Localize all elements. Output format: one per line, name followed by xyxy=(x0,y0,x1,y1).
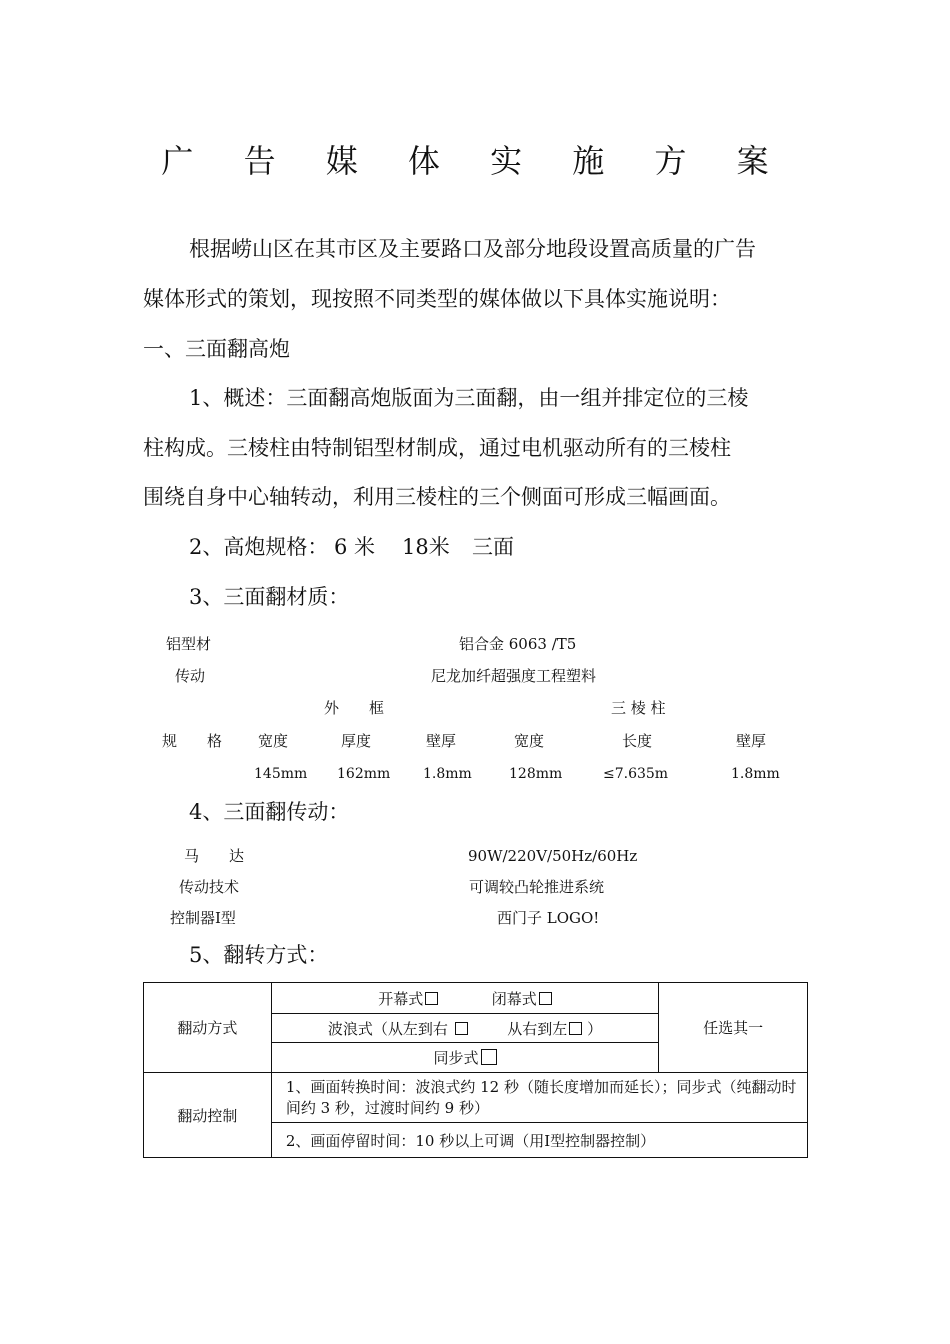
spec-value: 1.8mm xyxy=(423,766,472,782)
control-label: 翻动控制 xyxy=(177,1106,238,1125)
control-text-2: 2、画面停留时间：10 秒以上可调（用Ⅰ型控制器控制） xyxy=(285,1131,656,1150)
mode-label: 翻动方式 xyxy=(177,1019,238,1037)
flip-options-table xyxy=(143,982,808,1158)
intro-line-1: 根据崂山区在其市区及主要路口及部分地段设置高质量的广告 xyxy=(189,237,756,261)
section-heading: 一、三面翻高炮 xyxy=(143,337,290,361)
drive-row2-value: 可调较凸轮推进系统 xyxy=(469,878,605,896)
drive-heading: 4、三面翻传动： xyxy=(189,800,350,824)
wave-close-paren: ） xyxy=(587,1019,603,1038)
group-outer-frame: 外 框 xyxy=(324,699,385,717)
material-heading: 3、三面翻材质： xyxy=(189,585,350,609)
spec-width: 18米 xyxy=(402,535,450,559)
spec-label: 2、高炮规格： xyxy=(189,535,329,559)
close-checkbox[interactable] xyxy=(539,992,552,1005)
drive-row1-value: 90W/220V/50Hz/60Hz xyxy=(468,847,638,865)
wave-cell xyxy=(271,1014,658,1043)
spec-header: 宽度 xyxy=(514,732,545,750)
overview-line-2: 柱构成。三棱柱由特制铝型材制成，通过电机驱动所有的三棱柱 xyxy=(143,436,731,460)
sync-option-label: 同步式 xyxy=(433,1049,479,1067)
sync-cell xyxy=(271,1043,658,1073)
control-item-1 xyxy=(271,1073,807,1123)
spec-value: 162mm xyxy=(337,766,391,782)
spec-header: 长度 xyxy=(622,732,653,750)
drive-row3-value: 西门子 LOGO! xyxy=(497,909,600,927)
sync-checkbox[interactable] xyxy=(481,1049,497,1065)
spec-value: 1.8mm xyxy=(731,766,780,782)
drive-row3-label: 控制器Ⅰ型 xyxy=(170,909,236,927)
mode-label-cell xyxy=(144,983,272,1073)
spec-header: 壁厚 xyxy=(736,732,767,750)
drive-row1-label: 马 达 xyxy=(184,847,245,865)
material-row2-value: 尼龙加纤超强度工程塑料 xyxy=(431,667,597,685)
wave-left-right-checkbox[interactable] xyxy=(455,1022,468,1035)
choose-cell xyxy=(659,983,808,1073)
drive-row2-label: 传动技术 xyxy=(179,878,240,896)
spec-faces: 三面 xyxy=(472,535,514,559)
spec-header: 壁厚 xyxy=(426,732,457,750)
spec-header: 宽度 xyxy=(258,732,289,750)
open-close-cell xyxy=(271,983,658,1014)
overview-line-1: 1、概述：三面翻高炮版面为三面翻，由一组并排定位的三棱 xyxy=(189,386,749,410)
intro-line-2: 媒体形式的策划，现按照不同类型的媒体做以下具体实施说明： xyxy=(143,287,731,311)
close-option-label: 闭幕式 xyxy=(491,989,537,1008)
control-label-cell xyxy=(144,1073,272,1158)
open-checkbox[interactable] xyxy=(425,992,438,1005)
control-text-1: 1、画面转换时间：波浪式约 12 秒（随长度增加而延长）；同步式（纯翻动时间约 3 秒，过渡时间约 9 秒） xyxy=(285,1077,797,1117)
spec-row-label: 规 格 xyxy=(162,732,223,750)
spec-height: 6 米 xyxy=(334,535,376,559)
material-row2-label: 传动 xyxy=(175,667,206,685)
spec-value: ≤7.635m xyxy=(603,766,669,782)
spec-value: 145mm xyxy=(254,766,308,782)
spec-header: 厚度 xyxy=(341,732,372,750)
overview-line-3: 围绕自身中心轴转动，利用三棱柱的三个侧面可形成三幅画面。 xyxy=(143,485,731,509)
wave-right-left-checkbox[interactable] xyxy=(569,1022,582,1035)
open-option-label: 开幕式 xyxy=(378,989,424,1008)
spec-value: 128mm xyxy=(509,766,563,782)
control-item-2 xyxy=(271,1123,807,1158)
document-title: 广 告 媒 体 实 施 方 案 xyxy=(161,142,789,180)
material-row1-value: 铝合金 6063 /T5 xyxy=(459,635,577,653)
wave-option-label: 波浪式（从左到右 xyxy=(327,1019,448,1038)
group-prism: 三 棱 柱 xyxy=(611,699,666,717)
wave-right-left-label: 从右到左 xyxy=(507,1019,568,1038)
choose-one-note: 任选其一 xyxy=(703,1019,764,1037)
flip-heading: 5、翻转方式： xyxy=(189,943,329,967)
material-row1-label: 铝型材 xyxy=(166,635,212,653)
